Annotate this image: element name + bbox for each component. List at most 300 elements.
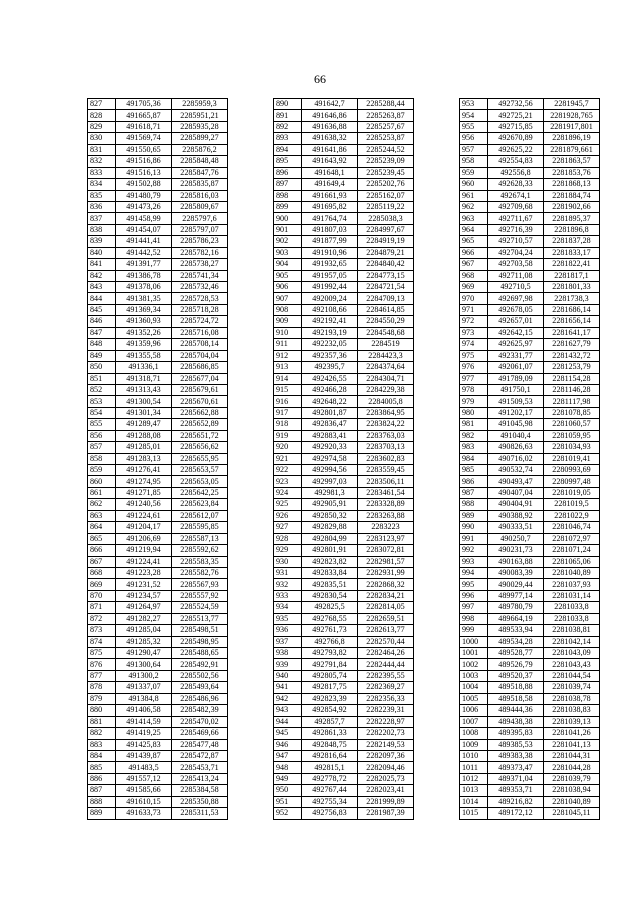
y-coordinate-cell: 2285797,07	[172, 224, 228, 235]
table-row	[88, 224, 228, 235]
table-row	[274, 201, 414, 212]
y-coordinate-cell: 2281987,39	[358, 808, 414, 819]
point-number-cell: 1006	[460, 705, 488, 716]
x-coordinate-cell: 491234,57	[116, 590, 172, 601]
y-coordinate-cell: 2284840,42	[358, 259, 414, 270]
point-number-cell: 860	[88, 476, 116, 487]
y-coordinate-cell: 2284423,3	[358, 350, 414, 361]
table-row	[88, 270, 228, 281]
y-coordinate-cell: 2285728,53	[172, 293, 228, 304]
y-coordinate-cell: 2285959,3	[172, 99, 228, 110]
x-coordinate-cell: 492357,36	[302, 350, 358, 361]
x-coordinate-cell: 491283,13	[116, 453, 172, 464]
x-coordinate-cell: 491204,17	[116, 522, 172, 533]
x-coordinate-cell: 489518,58	[488, 693, 544, 704]
x-coordinate-cell: 492648,22	[302, 396, 358, 407]
table-row	[88, 407, 228, 418]
y-coordinate-cell: 2283506,11	[358, 476, 414, 487]
point-number-cell: 965	[460, 236, 488, 247]
point-number-cell: 987	[460, 487, 488, 498]
table-row	[460, 602, 600, 613]
y-coordinate-cell: 2285482,39	[172, 705, 228, 716]
x-coordinate-cell: 492657,01	[488, 316, 544, 327]
y-coordinate-cell: 2284374,64	[358, 362, 414, 373]
x-coordinate-cell: 492710,5	[488, 282, 544, 293]
point-number-cell: 908	[274, 304, 302, 315]
table-row	[274, 144, 414, 155]
x-coordinate-cell: 492905,91	[302, 499, 358, 510]
point-number-cell: 883	[88, 739, 116, 750]
y-coordinate-cell: 2281041,26	[544, 728, 600, 739]
table-row	[274, 247, 414, 258]
point-number-cell: 959	[460, 167, 488, 178]
point-number-cell: 1007	[460, 716, 488, 727]
point-number-cell: 1011	[460, 762, 488, 773]
point-number-cell: 990	[460, 522, 488, 533]
y-coordinate-cell: 2285741,34	[172, 270, 228, 281]
point-number-cell: 927	[274, 522, 302, 533]
y-coordinate-cell: 2285652,89	[172, 419, 228, 430]
point-number-cell: 842	[88, 270, 116, 281]
table-row	[88, 110, 228, 121]
x-coordinate-cell: 492628,33	[488, 179, 544, 190]
x-coordinate-cell: 492994,56	[302, 465, 358, 476]
table-row	[274, 750, 414, 761]
point-number-cell: 970	[460, 293, 488, 304]
point-number-cell: 915	[274, 384, 302, 395]
y-coordinate-cell: 2285662,88	[172, 407, 228, 418]
table-row	[88, 282, 228, 293]
table-row	[88, 419, 228, 430]
point-number-cell: 871	[88, 602, 116, 613]
y-coordinate-cell: 2281895,37	[544, 213, 600, 224]
table-row	[88, 762, 228, 773]
y-coordinate-cell: 2285899,27	[172, 133, 228, 144]
table-row	[274, 682, 414, 693]
x-coordinate-cell: 491300,54	[116, 396, 172, 407]
table-row	[460, 476, 600, 487]
y-coordinate-cell: 2284550,29	[358, 316, 414, 327]
point-number-cell: 881	[88, 716, 116, 727]
point-number-cell: 861	[88, 487, 116, 498]
table-row	[88, 636, 228, 647]
point-number-cell: 882	[88, 728, 116, 739]
x-coordinate-cell: 492766,8	[302, 636, 358, 647]
x-coordinate-cell: 491369,34	[116, 304, 172, 315]
point-number-cell: 906	[274, 282, 302, 293]
y-coordinate-cell: 2285583,35	[172, 556, 228, 567]
y-coordinate-cell: 2283461,54	[358, 487, 414, 498]
table-row	[460, 716, 600, 727]
y-coordinate-cell: 2281019,5	[544, 499, 600, 510]
y-coordinate-cell: 2281738,3	[544, 293, 600, 304]
point-number-cell: 948	[274, 762, 302, 773]
point-number-cell: 968	[460, 270, 488, 281]
y-coordinate-cell: 2285257,67	[358, 121, 414, 132]
table-row	[460, 384, 600, 395]
table-row	[274, 99, 414, 110]
y-coordinate-cell: 2282239,31	[358, 705, 414, 716]
point-number-cell: 964	[460, 224, 488, 235]
y-coordinate-cell: 2282814,05	[358, 602, 414, 613]
y-coordinate-cell: 2282444,44	[358, 659, 414, 670]
y-coordinate-cell: 2285453,71	[172, 762, 228, 773]
point-number-cell: 892	[274, 121, 302, 132]
table-row	[88, 499, 228, 510]
y-coordinate-cell: 2281146,28	[544, 384, 600, 395]
y-coordinate-cell: 2282834,21	[358, 590, 414, 601]
table-row	[274, 590, 414, 601]
table-row	[274, 373, 414, 384]
point-number-cell: 949	[274, 773, 302, 784]
table-row	[88, 785, 228, 796]
point-number-cell: 918	[274, 419, 302, 430]
y-coordinate-cell: 2281019,05	[544, 487, 600, 498]
point-number-cell: 1002	[460, 659, 488, 670]
point-number-cell: 976	[460, 362, 488, 373]
point-number-cell: 856	[88, 430, 116, 441]
x-coordinate-cell: 492678,05	[488, 304, 544, 315]
point-number-cell: 872	[88, 613, 116, 624]
x-coordinate-cell: 491480,79	[116, 190, 172, 201]
point-number-cell: 913	[274, 362, 302, 373]
point-number-cell: 937	[274, 636, 302, 647]
point-number-cell: 946	[274, 739, 302, 750]
y-coordinate-cell: 2285488,65	[172, 648, 228, 659]
point-number-cell: 885	[88, 762, 116, 773]
table-row	[88, 773, 228, 784]
y-coordinate-cell: 2285311,53	[172, 808, 228, 819]
table-row	[88, 190, 228, 201]
table-row	[460, 430, 600, 441]
point-number-cell: 888	[88, 796, 116, 807]
point-number-cell: 880	[88, 705, 116, 716]
point-number-cell: 1015	[460, 808, 488, 819]
x-coordinate-cell: 492848,75	[302, 739, 358, 750]
y-coordinate-cell: 2285655,95	[172, 453, 228, 464]
x-coordinate-cell: 490493,47	[488, 476, 544, 487]
y-coordinate-cell: 2283223	[358, 522, 414, 533]
x-coordinate-cell: 491750,1	[488, 384, 544, 395]
y-coordinate-cell: 2282659,51	[358, 613, 414, 624]
table-row	[460, 567, 600, 578]
table-row	[460, 110, 600, 121]
point-number-cell: 1013	[460, 785, 488, 796]
point-number-cell: 1003	[460, 670, 488, 681]
table-row	[274, 362, 414, 373]
x-coordinate-cell: 491352,26	[116, 327, 172, 338]
x-coordinate-cell: 491288,08	[116, 430, 172, 441]
y-coordinate-cell: 2281033,8	[544, 602, 600, 613]
y-coordinate-cell: 2281868,13	[544, 179, 600, 190]
x-coordinate-cell: 489438,38	[488, 716, 544, 727]
y-coordinate-cell: 2285612,07	[172, 510, 228, 521]
point-number-cell: 982	[460, 430, 488, 441]
y-coordinate-cell: 2282025,73	[358, 773, 414, 784]
y-coordinate-cell: 2281034,93	[544, 442, 600, 453]
table-row	[274, 259, 414, 270]
x-coordinate-cell: 492997,03	[302, 476, 358, 487]
point-number-cell: 835	[88, 190, 116, 201]
x-coordinate-cell: 491557,12	[116, 773, 172, 784]
table-row	[460, 156, 600, 167]
x-coordinate-cell: 491509,53	[488, 396, 544, 407]
point-number-cell: 903	[274, 247, 302, 258]
point-number-cell: 868	[88, 567, 116, 578]
table-row	[274, 522, 414, 533]
table-row	[460, 224, 600, 235]
point-number-cell: 961	[460, 190, 488, 201]
y-coordinate-cell: 2285513,77	[172, 613, 228, 624]
y-coordinate-cell: 2281059,95	[544, 430, 600, 441]
table-row	[88, 590, 228, 601]
table-row	[274, 270, 414, 281]
point-number-cell: 850	[88, 362, 116, 373]
point-number-cell: 1001	[460, 648, 488, 659]
y-coordinate-cell: 2285162,07	[358, 190, 414, 201]
point-number-cell: 859	[88, 465, 116, 476]
point-number-cell: 1005	[460, 693, 488, 704]
point-number-cell: 836	[88, 201, 116, 212]
point-number-cell: 893	[274, 133, 302, 144]
point-number-cell: 896	[274, 167, 302, 178]
y-coordinate-cell: 2285651,72	[172, 430, 228, 441]
y-coordinate-cell: 2281879,661	[544, 144, 600, 155]
point-number-cell: 950	[274, 785, 302, 796]
y-coordinate-cell: 2285716,08	[172, 327, 228, 338]
point-number-cell: 936	[274, 625, 302, 636]
y-coordinate-cell: 2285592,62	[172, 545, 228, 556]
table-row	[460, 625, 600, 636]
point-number-cell: 925	[274, 499, 302, 510]
point-number-cell: 995	[460, 579, 488, 590]
table-row	[274, 602, 414, 613]
coordinates-table-3	[459, 98, 600, 820]
y-coordinate-cell: 2285816,03	[172, 190, 228, 201]
y-coordinate-cell: 2285498,95	[172, 636, 228, 647]
table-row	[274, 556, 414, 567]
y-coordinate-cell: 2281884,74	[544, 190, 600, 201]
x-coordinate-cell: 492801,87	[302, 407, 358, 418]
y-coordinate-cell: 2283123,97	[358, 533, 414, 544]
point-number-cell: 966	[460, 247, 488, 258]
x-coordinate-cell: 492331,77	[488, 350, 544, 361]
x-coordinate-cell: 489664,19	[488, 613, 544, 624]
y-coordinate-cell: 2281117,98	[544, 396, 600, 407]
point-number-cell: 930	[274, 556, 302, 567]
x-coordinate-cell: 491910,96	[302, 247, 358, 258]
table-row	[88, 304, 228, 315]
y-coordinate-cell: 2282356,33	[358, 693, 414, 704]
point-number-cell: 963	[460, 213, 488, 224]
x-coordinate-cell: 492556,8	[488, 167, 544, 178]
table-row	[88, 716, 228, 727]
x-coordinate-cell: 491231,52	[116, 579, 172, 590]
point-number-cell: 831	[88, 144, 116, 155]
x-coordinate-cell: 489385,53	[488, 739, 544, 750]
table-row	[274, 384, 414, 395]
table-row	[274, 304, 414, 315]
y-coordinate-cell: 2285469,66	[172, 728, 228, 739]
point-number-cell: 828	[88, 110, 116, 121]
y-coordinate-cell: 2282931,99	[358, 567, 414, 578]
table-row	[460, 247, 600, 258]
point-number-cell: 1014	[460, 796, 488, 807]
table-row	[460, 339, 600, 350]
table-row	[460, 213, 600, 224]
x-coordinate-cell: 492756,83	[302, 808, 358, 819]
y-coordinate-cell: 2281038,81	[544, 625, 600, 636]
x-coordinate-cell: 492981,3	[302, 487, 358, 498]
x-coordinate-cell: 489353,71	[488, 785, 544, 796]
x-coordinate-cell: 491300,64	[116, 659, 172, 670]
table-row	[88, 156, 228, 167]
point-number-cell: 945	[274, 728, 302, 739]
x-coordinate-cell: 492755,34	[302, 796, 358, 807]
point-number-cell: 922	[274, 465, 302, 476]
y-coordinate-cell: 2284997,67	[358, 224, 414, 235]
x-coordinate-cell: 491649,4	[302, 179, 358, 190]
point-number-cell: 832	[88, 156, 116, 167]
table-row	[274, 236, 414, 247]
point-number-cell: 898	[274, 190, 302, 201]
point-number-cell: 940	[274, 670, 302, 681]
x-coordinate-cell: 491458,99	[116, 213, 172, 224]
x-coordinate-cell: 491585,66	[116, 785, 172, 796]
x-coordinate-cell: 490404,91	[488, 499, 544, 510]
y-coordinate-cell: 2281917,801	[544, 121, 600, 132]
table-row	[274, 293, 414, 304]
table-row	[460, 121, 600, 132]
point-number-cell: 980	[460, 407, 488, 418]
y-coordinate-cell: 2281019,41	[544, 453, 600, 464]
table-row	[460, 293, 600, 304]
table-row	[460, 282, 600, 293]
x-coordinate-cell: 491454,07	[116, 224, 172, 235]
x-coordinate-cell: 492767,44	[302, 785, 358, 796]
point-number-cell: 839	[88, 236, 116, 247]
table-row	[274, 613, 414, 624]
x-coordinate-cell: 491932,65	[302, 259, 358, 270]
table-row	[88, 99, 228, 110]
x-coordinate-cell: 490029,44	[488, 579, 544, 590]
point-number-cell: 977	[460, 373, 488, 384]
x-coordinate-cell: 492670,89	[488, 133, 544, 144]
point-number-cell: 923	[274, 476, 302, 487]
y-coordinate-cell: 2285119,22	[358, 201, 414, 212]
table-row	[274, 705, 414, 716]
table-row	[88, 625, 228, 636]
table-row	[460, 316, 600, 327]
y-coordinate-cell: 2281065,06	[544, 556, 600, 567]
x-coordinate-cell: 491276,41	[116, 465, 172, 476]
y-coordinate-cell: 2285470,02	[172, 716, 228, 727]
x-coordinate-cell: 492920,33	[302, 442, 358, 453]
point-number-cell: 878	[88, 682, 116, 693]
table-row	[88, 350, 228, 361]
point-number-cell: 958	[460, 156, 488, 167]
x-coordinate-cell: 491618,71	[116, 121, 172, 132]
x-coordinate-cell: 492829,88	[302, 522, 358, 533]
table-row	[88, 659, 228, 670]
x-coordinate-cell: 491337,07	[116, 682, 172, 693]
y-coordinate-cell: 2281033,8	[544, 613, 600, 624]
x-coordinate-cell: 490532,74	[488, 465, 544, 476]
table-row	[274, 762, 414, 773]
table-row	[460, 179, 600, 190]
table-row	[88, 545, 228, 556]
x-coordinate-cell: 489534,28	[488, 636, 544, 647]
table-row	[274, 579, 414, 590]
y-coordinate-cell: 2285472,87	[172, 750, 228, 761]
x-coordinate-cell: 492009,24	[302, 293, 358, 304]
x-coordinate-cell: 492804,99	[302, 533, 358, 544]
point-number-cell: 981	[460, 419, 488, 430]
y-coordinate-cell: 2281928,765	[544, 110, 600, 121]
table-row	[274, 487, 414, 498]
table-row	[274, 339, 414, 350]
y-coordinate-cell: 2284548,68	[358, 327, 414, 338]
point-number-cell: 985	[460, 465, 488, 476]
table-row	[460, 796, 600, 807]
point-number-cell: 837	[88, 213, 116, 224]
y-coordinate-cell: 2284721,54	[358, 282, 414, 293]
point-number-cell: 994	[460, 567, 488, 578]
table-row	[460, 419, 600, 430]
y-coordinate-cell: 2281833,17	[544, 247, 600, 258]
x-coordinate-cell: 491642,7	[302, 99, 358, 110]
table-row	[88, 339, 228, 350]
table-row	[274, 510, 414, 521]
table-row	[274, 785, 414, 796]
x-coordinate-cell: 492674,1	[488, 190, 544, 201]
y-coordinate-cell: 2281902,66	[544, 201, 600, 212]
y-coordinate-cell: 2285732,46	[172, 282, 228, 293]
table-row	[88, 201, 228, 212]
y-coordinate-cell: 2282464,26	[358, 648, 414, 659]
x-coordinate-cell: 491516,13	[116, 167, 172, 178]
table-row	[88, 522, 228, 533]
x-coordinate-cell: 492823,39	[302, 693, 358, 704]
x-coordinate-cell: 492805,74	[302, 670, 358, 681]
table-row	[274, 808, 414, 819]
x-coordinate-cell: 491473,26	[116, 201, 172, 212]
table-row	[460, 259, 600, 270]
x-coordinate-cell: 489216,82	[488, 796, 544, 807]
y-coordinate-cell: 2285677,04	[172, 373, 228, 384]
table-row	[460, 762, 600, 773]
point-number-cell: 851	[88, 373, 116, 384]
y-coordinate-cell: 2285557,92	[172, 590, 228, 601]
table-row	[460, 304, 600, 315]
point-number-cell: 998	[460, 613, 488, 624]
point-number-cell: 989	[460, 510, 488, 521]
x-coordinate-cell: 492830,54	[302, 590, 358, 601]
x-coordinate-cell: 492825,5	[302, 602, 358, 613]
point-number-cell: 867	[88, 556, 116, 567]
x-coordinate-cell: 491516,86	[116, 156, 172, 167]
y-coordinate-cell: 2284919,19	[358, 236, 414, 247]
x-coordinate-cell: 492791,84	[302, 659, 358, 670]
y-coordinate-cell: 2283602,83	[358, 453, 414, 464]
point-number-cell: 1009	[460, 739, 488, 750]
x-coordinate-cell: 491705,36	[116, 99, 172, 110]
x-coordinate-cell: 492711,67	[488, 213, 544, 224]
y-coordinate-cell: 2285935,28	[172, 121, 228, 132]
table-row	[88, 556, 228, 567]
y-coordinate-cell: 2281038,94	[544, 785, 600, 796]
table-row	[88, 121, 228, 132]
